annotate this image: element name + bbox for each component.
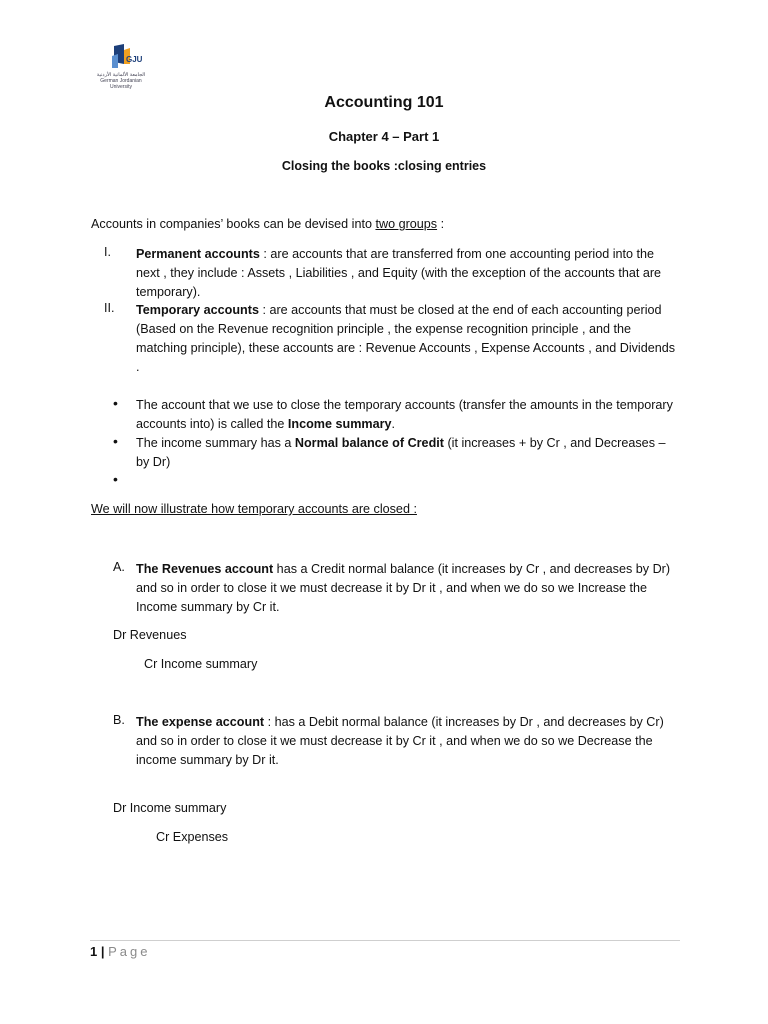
item-expense bbox=[136, 713, 681, 770]
item-text: : has a Debit normal balance (it increases by Dr , and decreases by Cr) and so in order to close it we must decrease it by Cr it , and when we do so we Decrease the income summary by Dr it. bbox=[136, 715, 664, 767]
group-text: : are accounts that must be closed at the end of each accounting period (Based on the Revenue recognition principle , the expense recognition principle , and the matching principle), these accounts are : Revenue Accounts , Expense Accounts , and Dividends . bbox=[136, 303, 676, 374]
intro-paragraph bbox=[91, 217, 444, 231]
section-heading: Closing the books :closing entries bbox=[281, 159, 487, 173]
page-word: Page bbox=[108, 944, 151, 959]
bullet-normal-balance bbox=[136, 434, 681, 472]
intro-colon: : bbox=[437, 217, 445, 231]
document-title: Accounting 101 bbox=[324, 94, 444, 111]
group-permanent bbox=[136, 245, 681, 302]
logo-org-text bbox=[90, 72, 152, 90]
item-letter: B. bbox=[113, 713, 125, 727]
item-term: The Revenues account bbox=[136, 562, 274, 576]
page-separator: | bbox=[97, 944, 109, 959]
item-revenues bbox=[136, 560, 681, 617]
bullet-icon: • bbox=[113, 471, 118, 487]
item-term: The expense account bbox=[136, 715, 265, 729]
bullet-icon: • bbox=[113, 395, 118, 411]
journal-credit: Cr Expenses bbox=[156, 830, 229, 844]
group-temporary bbox=[136, 301, 681, 377]
logo-brand-text: GJU bbox=[126, 55, 143, 64]
group-numeral: I. bbox=[104, 245, 111, 259]
bullet-text: The income summary has a bbox=[136, 436, 295, 450]
illustrate-heading: We will now illustrate how temporary accounts are closed : bbox=[91, 502, 417, 516]
bullet-bold: Income summary bbox=[287, 417, 392, 431]
intro-underlined: two groups bbox=[375, 217, 438, 231]
logo-english-text: German Jordanian University bbox=[100, 78, 142, 90]
chapter-subtitle: Chapter 4 – Part 1 bbox=[328, 129, 440, 144]
logo-mark-icon bbox=[90, 44, 152, 74]
group-term: Permanent accounts bbox=[136, 247, 260, 261]
page-number: 1 bbox=[90, 944, 98, 959]
item-text: has a Credit normal balance (it increases by Cr , and decreases by Dr) and so in order to close it we must decrease it by Dr it , and when we do so we Increase the Income summary by Cr it. bbox=[136, 562, 671, 614]
university-logo bbox=[90, 44, 152, 92]
bullet-income-summary bbox=[136, 396, 681, 434]
journal-debit: Dr Income summary bbox=[113, 801, 227, 815]
page-footer bbox=[90, 944, 150, 959]
footer-divider bbox=[90, 940, 680, 941]
group-text: : are accounts that are transferred from one accounting period into the next , they include : Assets , Liabilities , and Equity (with the exception of the accounts that are temporary). bbox=[136, 247, 662, 299]
bullet-icon: • bbox=[113, 433, 118, 449]
intro-text: Accounts in companies’ books can be devised into bbox=[91, 217, 376, 231]
bullet-text: . bbox=[391, 417, 395, 431]
bullet-bold: Normal balance of Credit bbox=[294, 436, 444, 450]
journal-credit: Cr Income summary bbox=[144, 657, 258, 671]
logo-arabic-text: الجامعة الألمانية الأردنية bbox=[96, 72, 146, 78]
item-letter: A. bbox=[113, 560, 125, 574]
bullet-text: (it increases + by Cr , and Decreases – by Dr) bbox=[136, 436, 666, 469]
group-numeral: II. bbox=[104, 301, 115, 315]
journal-debit: Dr Revenues bbox=[113, 628, 187, 642]
group-term: Temporary accounts bbox=[136, 303, 259, 317]
bullet-text: The account that we use to close the temporary accounts (transfer the amounts in the temporary accounts into) is called the bbox=[136, 398, 673, 431]
